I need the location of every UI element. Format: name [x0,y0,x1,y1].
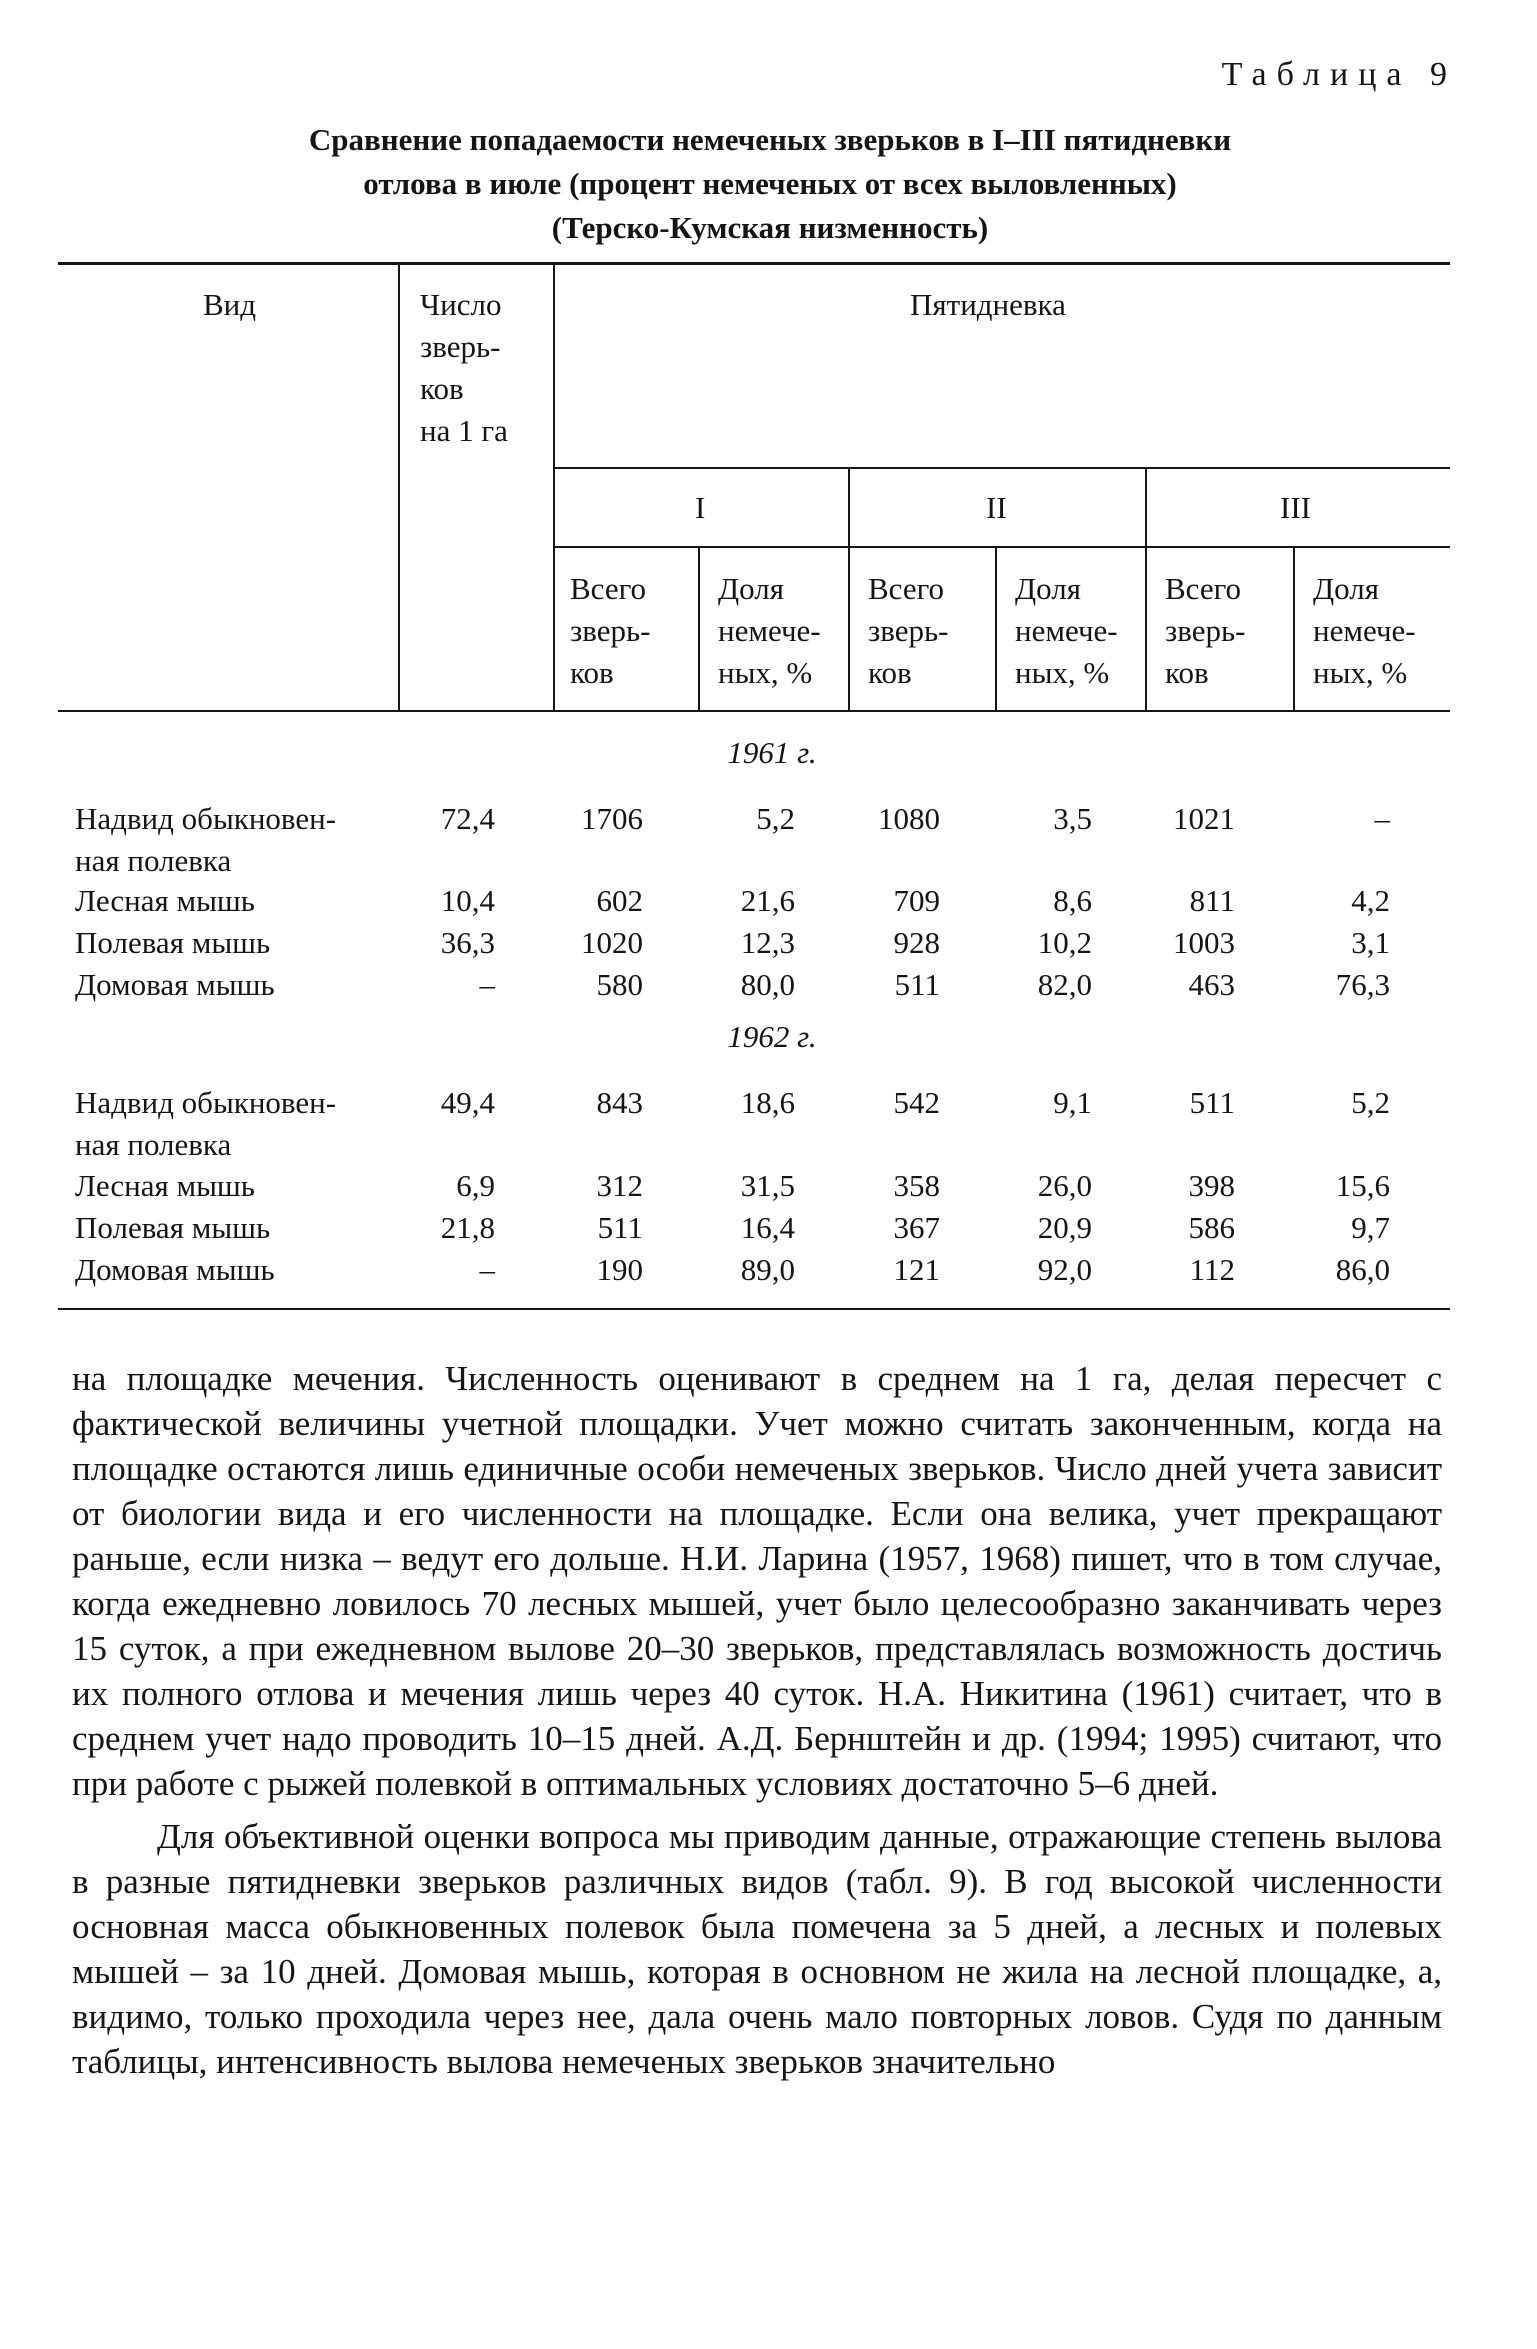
subheader-rule [553,546,1450,548]
table-cell-density: 10,4 [440,883,495,918]
subheader-total: Всего зверь- ков [570,571,651,690]
table-cell: 76,3 [1335,967,1390,1002]
table-row-species: Лесная мышь [75,883,255,918]
table-cell-density: 21,8 [440,1210,495,1245]
table-cell: 367 [893,1210,940,1245]
table-number: Таблица 9 [1221,56,1457,93]
table-cell: 10,2 [1037,925,1092,960]
table-cell: 31,5 [740,1168,795,1203]
table-cell: 92,0 [1037,1252,1092,1287]
table-cell: 112 [1189,1252,1235,1287]
col-divider [848,467,850,712]
table-row-species: Полевая мышь [75,925,271,960]
table-cell: 928 [893,925,940,960]
caption-line: Сравнение попадаемости немеченых зверьков в I–III пятидневки [308,122,1232,157]
table-cell: 121 [893,1252,940,1287]
table-cell: 5,2 [1351,1085,1390,1120]
table-cell: 4,2 [1351,883,1390,918]
table-cell: 9,1 [1053,1085,1092,1120]
subheader-share: Доля немече- ных, % [1313,571,1416,690]
table-cell-density: 36,3 [440,925,495,960]
table-cell: 511 [597,1210,643,1245]
table-cell: 26,0 [1037,1168,1092,1203]
table-cell-density: 49,4 [440,1085,495,1120]
table-cell: 312 [596,1168,643,1203]
table-cell: 80,0 [740,967,795,1002]
table-cell: 1080 [878,801,940,836]
table-cell: 542 [893,1085,940,1120]
period-label: III [1280,490,1311,525]
header-bottom-rule [58,710,1450,712]
table-cell: 9,7 [1351,1210,1390,1245]
table-cell: 1003 [1173,925,1235,960]
table-cell: 3,5 [1053,801,1092,836]
table-row-species: Домовая мышь [75,1252,275,1287]
body-text [72,1356,1442,2084]
table-row-species: Надвид обыкновен- ная полевка [75,801,337,878]
subheader-share: Доля немече- ных, % [1015,571,1118,690]
table-cell: 1020 [581,925,643,960]
table-cell: 16,4 [740,1210,795,1245]
table-cell: 580 [596,967,643,1002]
table-cell: 15,6 [1335,1168,1390,1203]
table-cell: 463 [1188,967,1235,1002]
table-cell: 811 [1189,883,1235,918]
table-cell: 89,0 [740,1252,795,1287]
table-cell: 20,9 [1037,1210,1092,1245]
caption-line: отлова в июле (процент немеченых от всех выловленных) [363,166,1177,201]
year-label: 1962 г. [727,1019,817,1054]
table-caption [270,118,1270,250]
table-cell: 190 [596,1252,643,1287]
table-cell: 18,6 [740,1085,795,1120]
table-cell-density: – [479,967,495,1002]
table-cell: 21,6 [740,883,795,918]
col-divider [698,546,700,712]
col-divider [1145,467,1147,712]
table-cell: 82,0 [1037,967,1092,1002]
table-cell: 586 [1188,1210,1235,1245]
table-cell: 1021 [1173,801,1235,836]
table-cell: 511 [1189,1085,1235,1120]
table-cell: 8,6 [1053,883,1092,918]
paragraph: Для объективной оценки вопроса мы приводим данные, отражающие степень вылова в разные пятидневки зверьков различных видов (табл. 9). В год высокой численности основная масса обыкновенных полевок была помечена за 5 дней, а лесных и полевых мышей – за 10 дней. Домовая мышь, которая в основном не жила на лесной площадке, а, видимо, только проходила через нее, дала очень мало повторных ловов. Судя по данным таблицы, интенсивность вылова немеченых зверьков значительно [72,1817,1442,2081]
period-label: II [986,490,1007,525]
table-cell: 398 [1188,1168,1235,1203]
table-top-rule [58,262,1450,265]
col-divider [1293,546,1295,712]
col-divider [553,262,555,712]
header-species: Вид [203,287,257,322]
table-cell: 3,1 [1351,925,1390,960]
year-label: 1961 г. [727,735,817,770]
table-cell: 12,3 [740,925,795,960]
header-period: Пятидневка [910,287,1066,322]
table-cell-density: 72,4 [440,801,495,836]
table-cell-density: 6,9 [456,1168,495,1203]
table-cell: 843 [596,1085,643,1120]
table-bottom-rule [58,1308,1450,1310]
paragraph: на площадке мечения. Численность оценивают в среднем на 1 га, делая пересчет с фактической величины учетной площадки. Учет можно считать законченным, когда на площадке остаются лишь единичные особи немеченых зверьков. Число дней учета зависит от биологии вида и его численности на площадке. Если она велика, учет прекращают раньше, если низка – ведут его дольше. Н.И. Ларина (1957, 1968) пишет, что в том случае, когда ежедневно ловилось 70 лесных мышей, учет было целесообразно заканчивать через 15 суток, а при ежедневном вылове 20–30 зверьков, представлялась возможность достичь их полного отлова и мечения лишь через 40 суток. Н.А. Никитина (1961) считает, что в среднем учет надо проводить 10–15 дней. А.Д. Бернштейн и др. (1994; 1995) считают, что при работе с рыжей полевкой в оптимальных условиях достаточно 5–6 дней. [72,1359,1442,1803]
table-cell-density: – [479,1252,495,1287]
subheader-share: Доля немече- ных, % [718,571,821,690]
table-cell: 5,2 [756,801,795,836]
table-cell: – [1374,801,1390,836]
table-cell: 511 [894,967,940,1002]
table-cell: 602 [596,883,643,918]
table-cell: 709 [893,883,940,918]
table-cell: 86,0 [1335,1252,1390,1287]
period-rule [553,467,1450,469]
col-divider [995,546,997,712]
table-cell: 1706 [581,801,643,836]
caption-line: (Терско-Кумская низменность) [551,210,989,245]
table-cell: 358 [893,1168,940,1203]
header-density: Число зверь- ков на 1 га [420,287,508,448]
subheader-total: Всего зверь- ков [868,571,949,690]
table-row-species: Домовая мышь [75,967,275,1002]
table-row-species: Полевая мышь [75,1210,271,1245]
col-divider [398,262,400,712]
table-row-species: Надвид обыкновен- ная полевка [75,1085,337,1162]
subheader-total: Всего зверь- ков [1165,571,1246,690]
table-row-species: Лесная мышь [75,1168,255,1203]
period-label: I [695,490,706,525]
